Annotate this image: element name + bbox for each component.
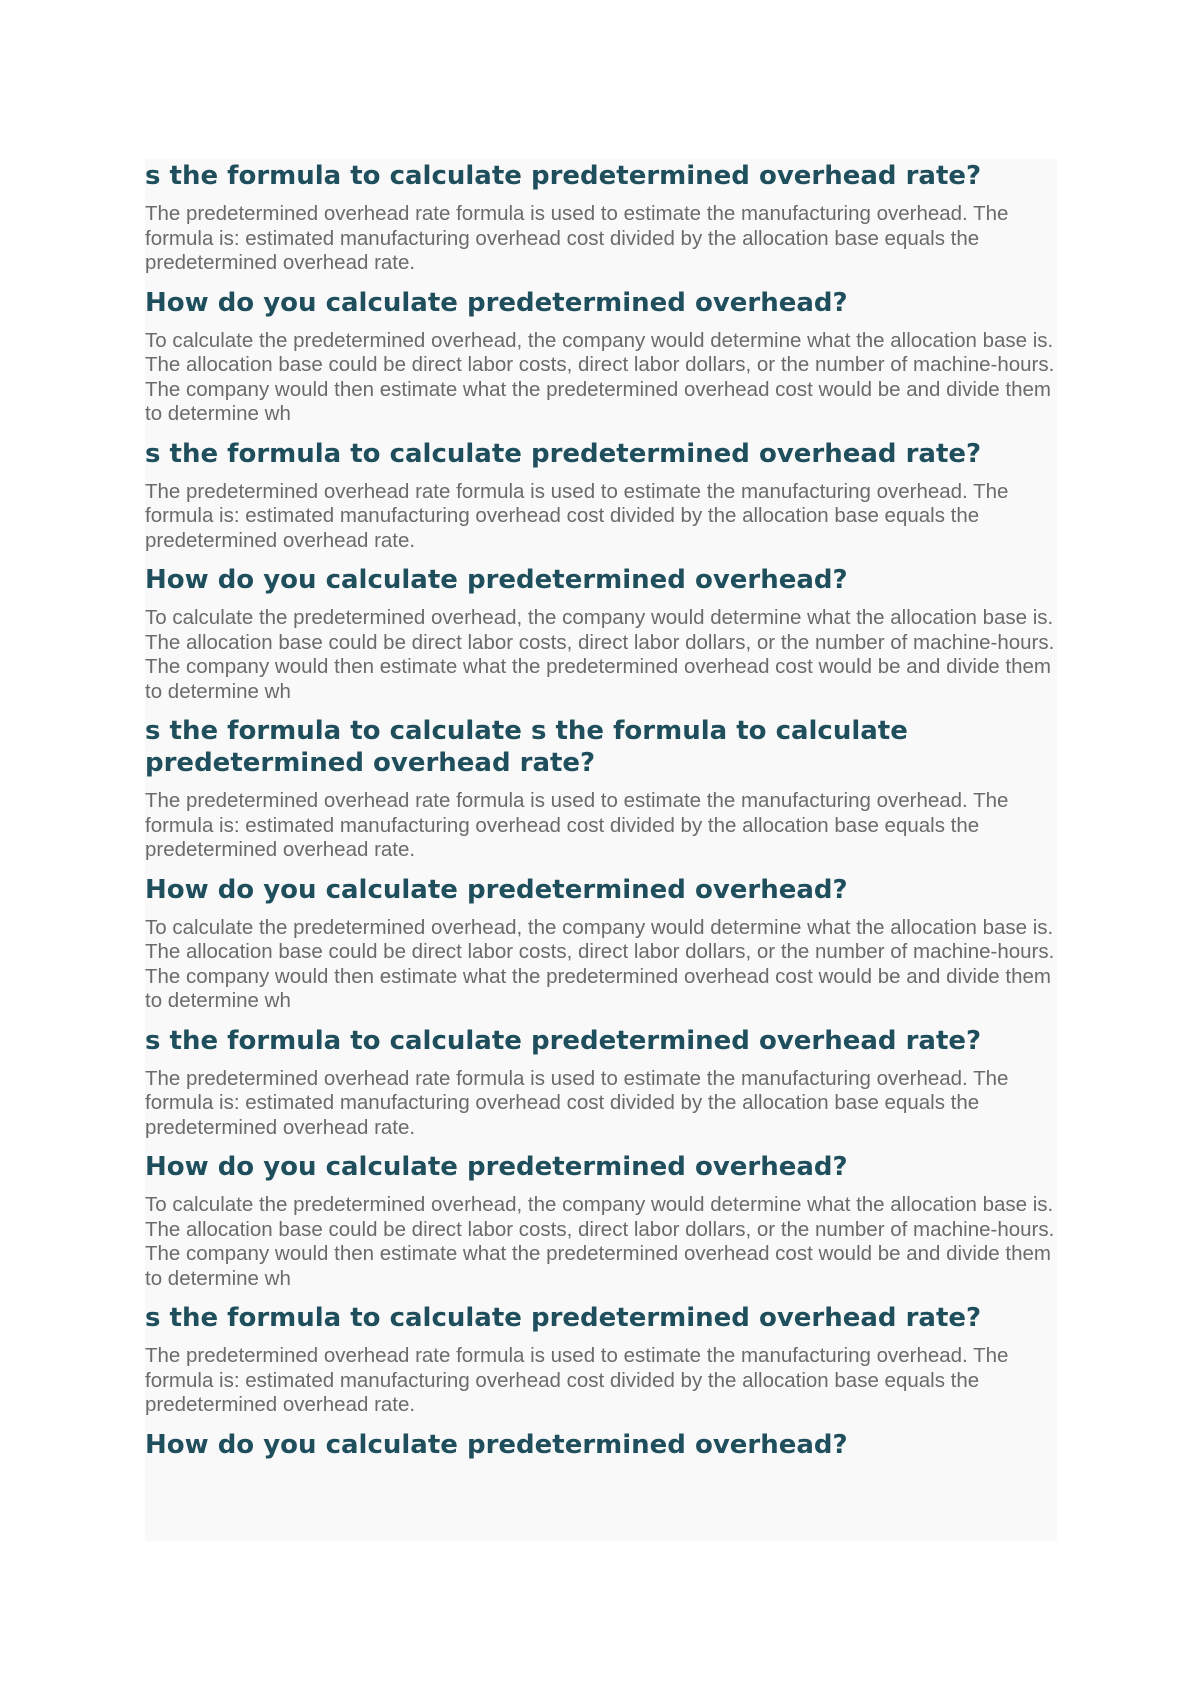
section-body: To calculate the predetermined overhead, the company would determine what the allocation base is. The allocation base could be direct labor costs, direct labor dollars, or the number of machine-hours. The company would then estimate what the predetermined overhead cost would be and divide them to determine wh [145, 1193, 1055, 1290]
section-calculate [145, 1150, 1057, 1291]
section-heading: How do you calculate predetermined overhead? [145, 287, 848, 318]
section-heading: How do you calculate predetermined overhead? [145, 874, 848, 905]
section-body: To calculate the predetermined overhead, the company would determine what the allocation base is. The allocation base could be direct labor costs, direct labor dollars, or the number of machine-hours. The company would then estimate what the predetermined overhead cost would be and divide them to determine wh [145, 915, 1055, 1012]
section-body: The predetermined overhead rate formula is used to estimate the manufacturing overhead. The formula is: estimated manufacturing overhead cost divided by the allocation base equals the predetermined overhead rate. [145, 1344, 1009, 1416]
section-formula [145, 714, 1057, 863]
section-body: The predetermined overhead rate formula is used to estimate the manufacturing overhead. The formula is: estimated manufacturing overhead cost divided by the allocation base equals the predetermined overhead rate. [145, 202, 1009, 274]
section-heading: s the formula to calculate predetermined overhead rate? [145, 1025, 982, 1056]
section-heading: s the formula to calculate predetermined overhead rate? [145, 1303, 982, 1333]
section-heading: How do you calculate predetermined overhead? [145, 1152, 848, 1182]
section-calculate [145, 563, 1057, 704]
section-body: The predetermined overhead rate formula is used to estimate the manufacturing overhead. The formula is: estimated manufacturing overhead cost divided by the allocation base equals the predetermined overhead rate. [145, 479, 1009, 552]
section-heading: How do you calculate predetermined overhead? [145, 1429, 848, 1460]
section-formula [145, 437, 1057, 554]
section-calculate [145, 286, 1057, 427]
section-heading: How do you calculate predetermined overhead? [145, 565, 848, 595]
section-formula [145, 159, 1057, 276]
section-calculate [145, 1428, 1057, 1461]
section-heading: s the formula to calculate predetermined overhead rate? [145, 438, 982, 469]
section-heading: s the formula to calculate predetermined overhead rate? [145, 161, 982, 191]
section-formula [145, 1301, 1057, 1418]
section-formula [145, 1024, 1057, 1141]
section-heading: s the formula to calculate s the formula to calculate predetermined overhead rate? [145, 716, 908, 778]
document-content [145, 159, 1057, 1541]
section-body: The predetermined overhead rate formula is used to estimate the manufacturing overhead. The formula is: estimated manufacturing overhead cost divided by the allocation base equals the predetermined overhead rate. [145, 789, 1009, 861]
section-calculate [145, 873, 1057, 1014]
section-body: To calculate the predetermined overhead, the company would determine what the allocation base is. The allocation base could be direct labor costs, direct labor dollars, or the number of machine-hours. The company would then estimate what the predetermined overhead cost would be and divide them to determine wh [145, 328, 1055, 425]
section-body: The predetermined overhead rate formula is used to estimate the manufacturing overhead. The formula is: estimated manufacturing overhead cost divided by the allocation base equals the predetermined overhead rate. [145, 1066, 1009, 1139]
section-body: To calculate the predetermined overhead, the company would determine what the allocation base is. The allocation base could be direct labor costs, direct labor dollars, or the number of machine-hours. The company would then estimate what the predetermined overhead cost would be and divide them to determine wh [145, 606, 1055, 703]
